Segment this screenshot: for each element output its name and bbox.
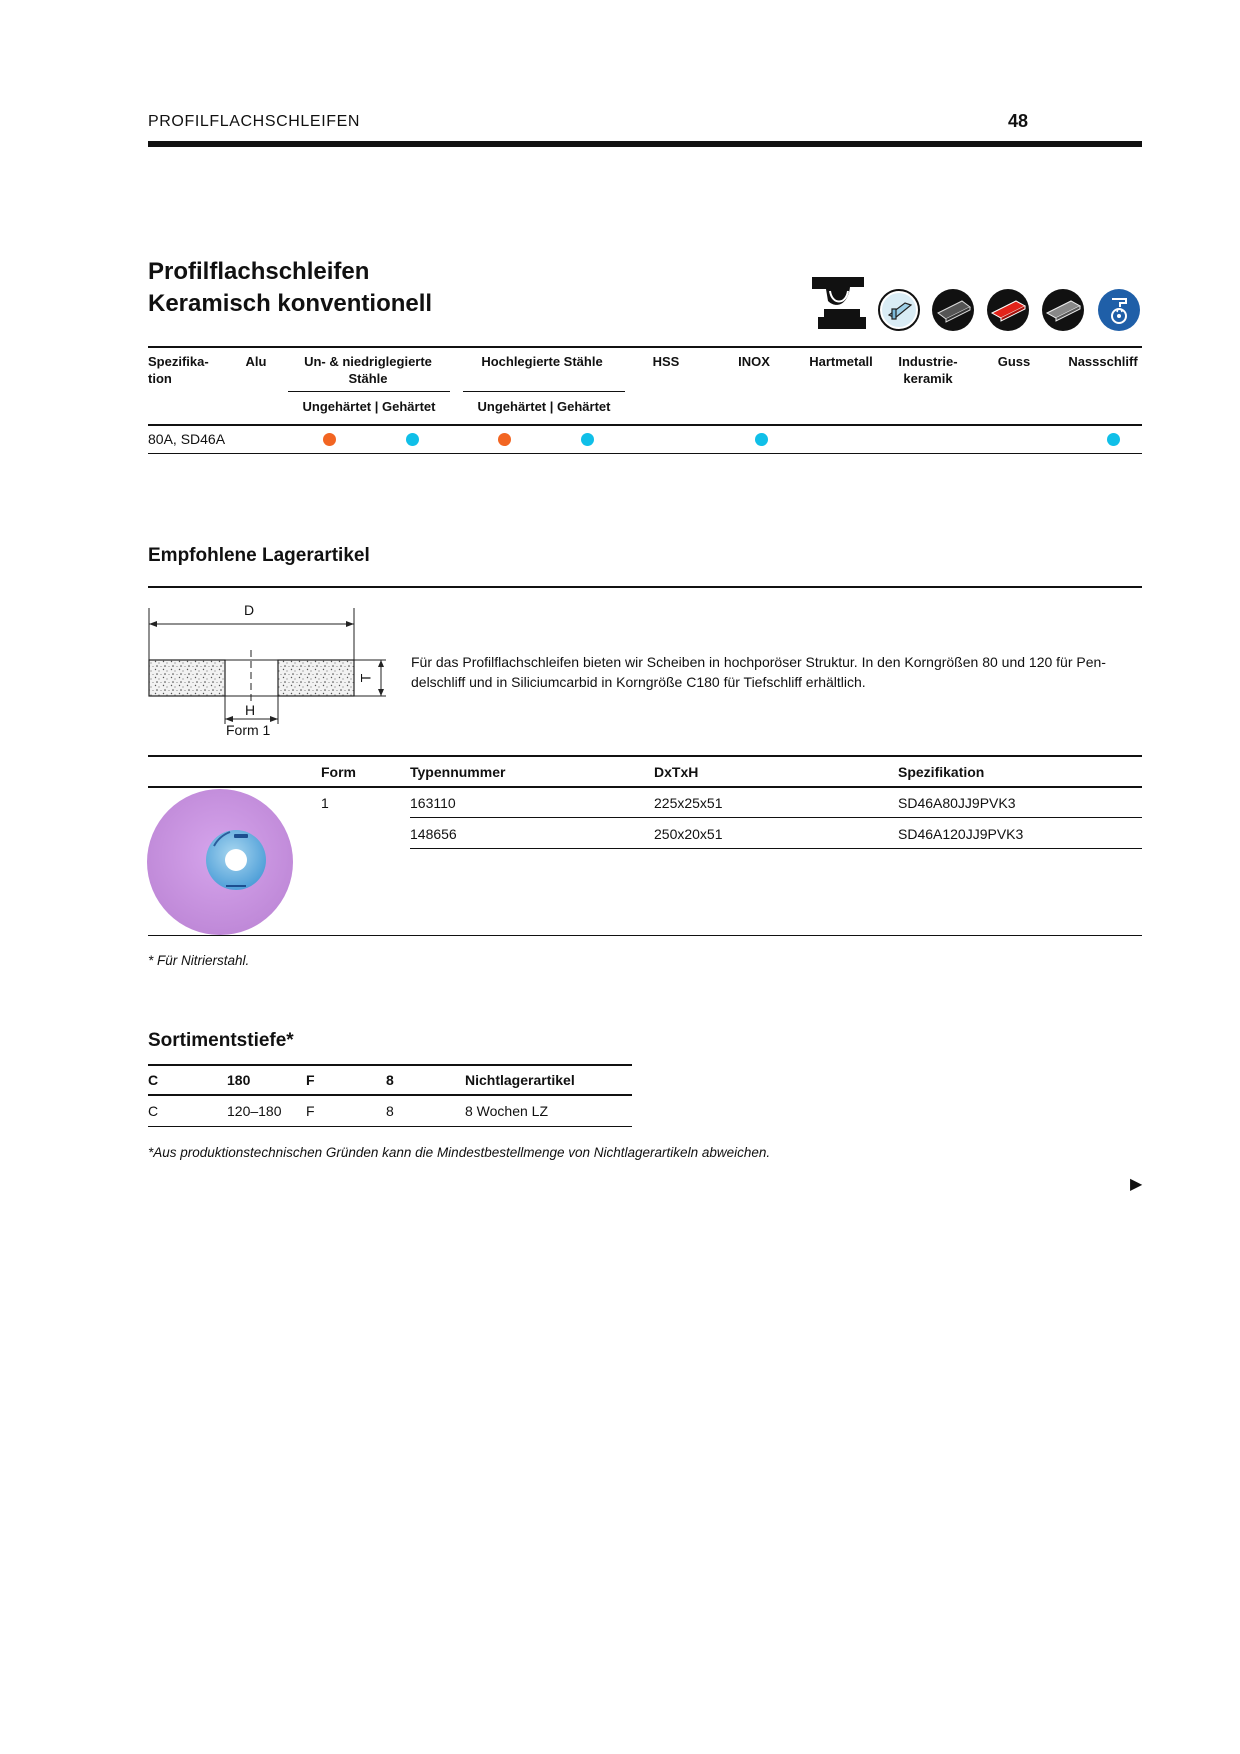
- page-title: [148, 256, 432, 320]
- stock-description: Für das Profilflachschleifen bieten wir Scheiben in hochporöser Struktur. In den Korngrößen 80 und 120 für Pen- delschliff und in Siliciumcarbid in Korngröße C180 für Tiefschliff erhältlich.: [411, 654, 1106, 690]
- stock-section-title: Empfohlene Lagerartikel: [148, 545, 370, 566]
- assortment-footnote: *Aus produktionstechnischen Gründen kann die Mindestbestellmenge von Nichtlagerartikeln abweichen.: [148, 1145, 771, 1160]
- row2-rule: [410, 848, 1142, 849]
- steel-plate-icon: [932, 289, 974, 331]
- assortment-bottom-rule: [148, 1126, 632, 1127]
- col-alu: Alu: [245, 354, 267, 369]
- dim-d-label: D: [244, 602, 255, 618]
- col-cast: Guss: [997, 354, 1031, 369]
- assortment-h1: C: [148, 1072, 159, 1088]
- coolant-icon: [1098, 289, 1140, 331]
- assortment-r1c3: F: [306, 1103, 315, 1119]
- tool-steel-icon: [1042, 289, 1084, 331]
- hardened-steel-icon: [987, 289, 1029, 331]
- stock-table-header-rule: [148, 786, 1142, 788]
- col-ceramic: Industrie- keramik: [898, 354, 958, 386]
- materials-top-rule: [148, 346, 1142, 348]
- row1-dims: 225x25x51: [654, 795, 723, 811]
- assortment-h2: 180: [227, 1072, 251, 1088]
- th-dims: DxTxH: [654, 764, 699, 780]
- col-hss: HSS: [652, 354, 680, 369]
- highalloyed-unhardened-dot: [498, 433, 511, 446]
- unalloyed-unhardened-dot: [323, 433, 336, 446]
- unalloyed-hardness: Ungehärtet | Gehärtet: [302, 399, 436, 414]
- materials-mid-rule: [148, 424, 1142, 426]
- highalloyed-subrule: [463, 391, 625, 392]
- col-highalloyed: Hochlegierte Stähle: [481, 354, 603, 369]
- assortment-r1c5: 8 Wochen LZ: [465, 1103, 549, 1119]
- assortment-r1c2: 120–180: [227, 1103, 282, 1119]
- th-form: Form: [321, 764, 356, 780]
- grinding-machine-icon: [810, 275, 870, 331]
- grinding-wheel-photo: [146, 788, 294, 936]
- inox-dot: [755, 433, 768, 446]
- next-page-arrow[interactable]: ▶: [1130, 1176, 1143, 1193]
- row2-spec: SD46A120JJ9PVK3: [898, 826, 1024, 842]
- header-rule: [148, 141, 1142, 147]
- col-unalloyed: Un- & niedriglegierte Stähle: [304, 354, 432, 386]
- row1-rule: [410, 817, 1142, 818]
- assortment-r1c4: 8: [386, 1103, 394, 1119]
- highalloyed-hardness: Ungehärtet | Gehärtet: [477, 399, 611, 414]
- col-hardmetal: Hartmetall: [809, 354, 873, 369]
- col-spec: Spezifika- tion: [148, 354, 209, 386]
- unalloyed-hardened-dot: [406, 433, 419, 446]
- col-wet: Nassschliff: [1068, 354, 1138, 369]
- dim-t-label: T: [357, 673, 374, 683]
- stock-section-rule: [148, 586, 1142, 588]
- row1-form: 1: [321, 795, 329, 811]
- form-label: Form 1: [226, 722, 271, 738]
- assortment-h5: Nichtlagerartikel: [465, 1072, 575, 1088]
- th-type: Typennummer: [410, 764, 506, 780]
- assortment-top-rule: [148, 1064, 632, 1066]
- stock-table-top-rule: [148, 755, 1142, 757]
- assortment-h3: F: [306, 1072, 315, 1088]
- steel-beam-icon: [878, 289, 920, 331]
- materials-bottom-rule: [148, 453, 1142, 454]
- assortment-r1c1: C: [148, 1103, 159, 1119]
- assortment-header-rule: [148, 1094, 632, 1096]
- row1-spec: SD46A80JJ9PVK3: [898, 795, 1016, 811]
- unalloyed-subrule: [288, 391, 450, 392]
- dim-h-label: H: [245, 702, 256, 718]
- spec-value: 80A, SD46A: [148, 431, 226, 447]
- assortment-h4: 8: [386, 1072, 394, 1088]
- row2-dims: 250x20x51: [654, 826, 723, 842]
- title-line-1: Profilflachschleifen: [148, 258, 370, 285]
- nitriding-footnote: * Für Nitrierstahl.: [148, 953, 250, 968]
- highalloyed-hardened-dot: [581, 433, 594, 446]
- page-number: 48: [1007, 111, 1028, 131]
- stock-table-bottom-rule: [148, 935, 1142, 936]
- section-label: PROFILFLACHSCHLEIFEN: [148, 113, 361, 130]
- col-inox: INOX: [738, 354, 770, 369]
- title-line-2: Keramisch konventionell: [148, 290, 433, 317]
- wet-grinding-dot: [1107, 433, 1120, 446]
- row1-type: 163110: [410, 795, 456, 811]
- assortment-title: Sortimentstiefe*: [148, 1030, 294, 1051]
- row2-type: 148656: [410, 826, 457, 842]
- th-spec: Spezifikation: [898, 764, 985, 780]
